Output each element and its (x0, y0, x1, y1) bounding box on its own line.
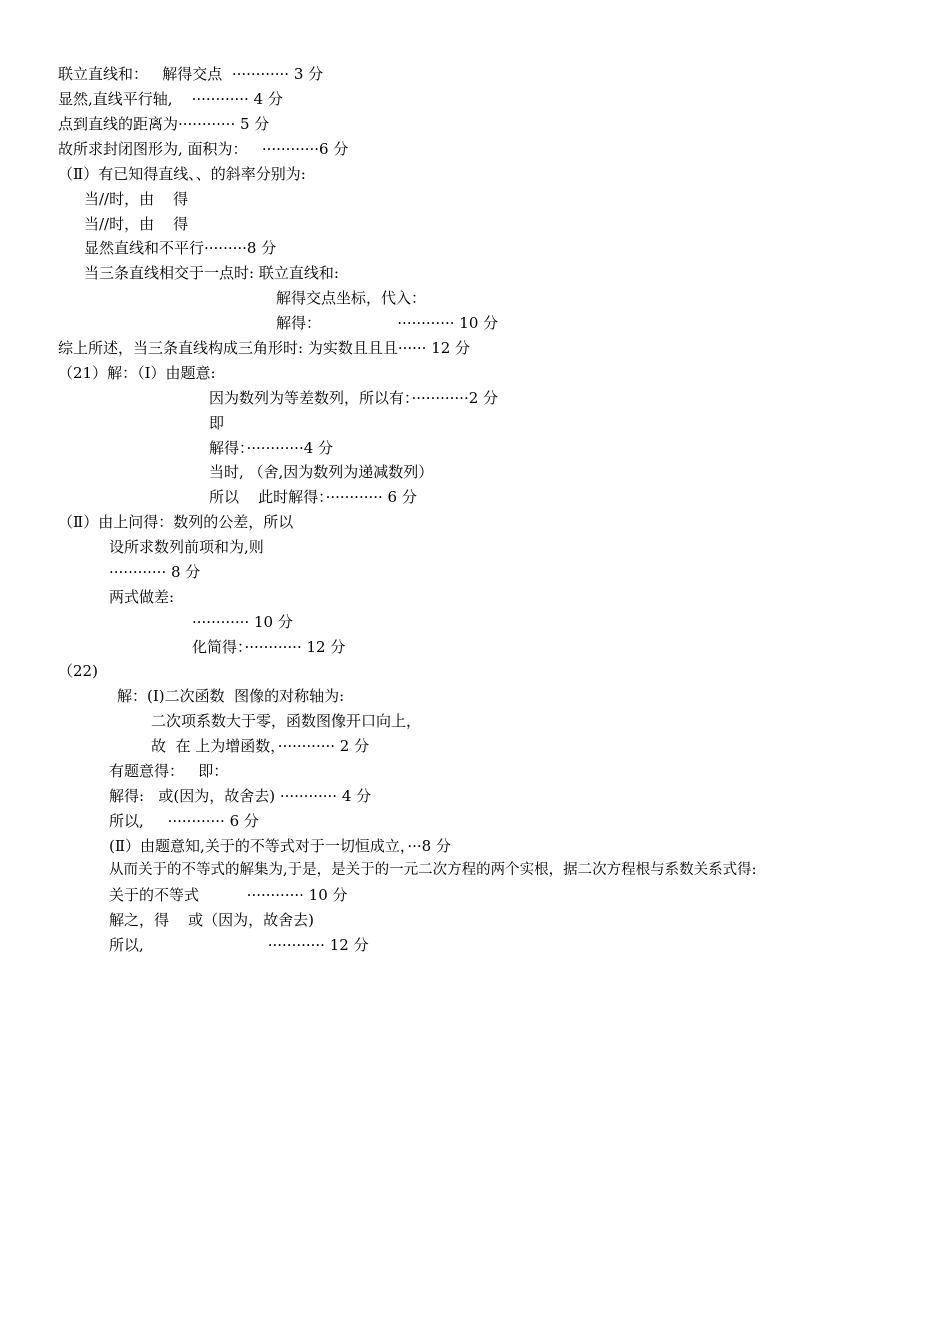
text-line: 故 在 上为增函数，············ 2 分 (151, 737, 370, 755)
text-line: （Ⅱ）由上问得：数列的公差，所以 (58, 513, 294, 531)
text-line: 因为数列为等差数列，所以有：············2 分 (209, 389, 499, 407)
text-line: 综上所述，当三条直线构成三角形时: 为实数且且且······ 12 分 (58, 339, 471, 357)
text-line: 故所求封闭图形为, 面积为： ············6 分 (58, 140, 349, 158)
text-line: 当//时，由 得 (84, 215, 189, 233)
text-line: 化简得：············ 12 分 (192, 638, 346, 656)
text-line: 从而关于的不等式的解集为,于是，是关于的一元二次方程的两个实根，据二次方程根与系数关系式得: (109, 862, 757, 878)
text-line: 当三条直线相交于一点时: 联立直线和: (84, 264, 339, 282)
text-line: 解得：············4 分 (209, 439, 334, 457)
text-line: ············ 10 分 (192, 613, 293, 631)
text-line: （22) (58, 662, 98, 680)
text-line: 解之，得 或（因为，故舍去) (109, 911, 314, 929)
text-line: 当时, （舍,因为数列为递减数列） (209, 463, 434, 481)
text-line: （Ⅱ）有已知得直线、、的斜率分别为: (58, 165, 306, 183)
text-line: 联立直线和： 解得交点 ············ 3 分 (58, 65, 324, 83)
text-line: (Ⅱ）由题意知,关于的不等式对于一切恒成立，···8 分 (109, 837, 451, 855)
text-line: 二次项系数大于零，函数图像开口向上， (151, 712, 422, 730)
text-line: 解得: 或(因为，故舍去) ············ 4 分 (109, 787, 372, 805)
text-line: 解：(Ⅰ)二次函数 图像的对称轴为: (117, 687, 345, 705)
text-line: 两式做差: (109, 588, 175, 606)
text-line: 所以, ············ 12 分 (109, 936, 369, 954)
text-line: 当//时，由 得 (84, 190, 189, 208)
text-line: 点到直线的距离为············ 5 分 (58, 115, 270, 133)
text-line: 所以, ············ 6 分 (109, 812, 259, 830)
text-line: 即 (209, 414, 225, 432)
text-line: 解得： ············ 10 分 (276, 314, 499, 332)
text-line: 有题意得： 即： (109, 762, 229, 780)
text-line: 显然直线和不平行·········8 分 (84, 239, 277, 257)
text-line: （21）解：（Ⅰ）由题意: (58, 364, 216, 382)
text-line: 设所求数列前项和为,则 (109, 538, 264, 556)
text-line: 关于的不等式 ············ 10 分 (109, 886, 348, 904)
text-line: 解得交点坐标，代入： (276, 289, 427, 307)
text-line: 所以 此时解得：············ 6 分 (209, 488, 417, 506)
text-line: 显然,直线平行轴, ············ 4 分 (58, 90, 283, 108)
text-line: ············ 8 分 (109, 563, 201, 581)
